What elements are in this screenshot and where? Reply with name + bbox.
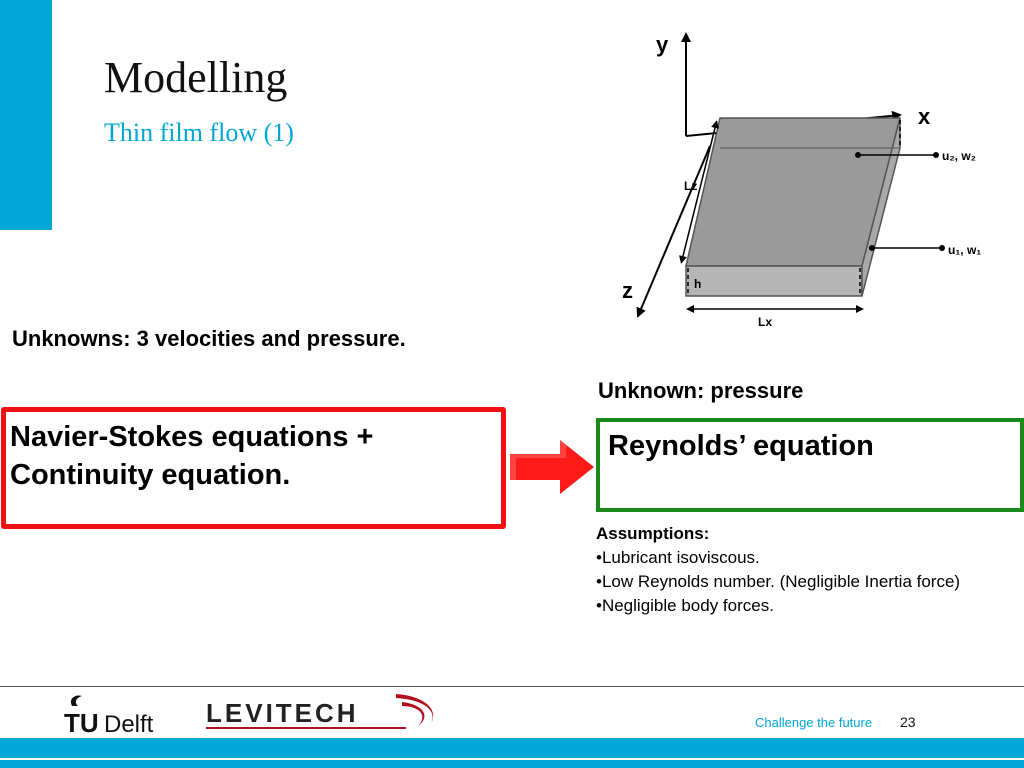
right-arrow-icon: [510, 440, 594, 494]
footer-band-bottom: [0, 760, 1024, 768]
footer-band: [0, 738, 1024, 758]
navier-stokes-text: [10, 418, 373, 494]
u2-label: u₂, w₂: [942, 149, 976, 163]
lz-label: Lz: [684, 179, 698, 193]
page-number: 23: [900, 714, 916, 730]
reynolds-equation-text: Reynolds’ equation: [608, 430, 874, 462]
u1-end-dot: [939, 245, 945, 251]
assumptions-list: [596, 522, 1006, 618]
tudelft-logo-delft: Delft: [104, 711, 154, 736]
thin-film-diagram: [610, 28, 1010, 346]
assumption-item: •Low Reynolds number. (Negligible Inertia force): [596, 572, 961, 591]
assumptions-title: Assumptions:: [596, 524, 710, 543]
assumption-item: •Negligible body forces.: [596, 596, 774, 615]
unknowns-text: Unknowns: 3 velocities and pressure.: [12, 326, 406, 351]
u2-dot: [855, 152, 861, 158]
footer-divider: [0, 686, 1024, 687]
footer-tagline: Challenge the future: [755, 715, 873, 730]
unknown-pressure-text: Unknown: pressure: [598, 378, 804, 403]
u1-label: u₁, w₁: [948, 243, 982, 257]
equations-line-2: Continuity equation.: [10, 459, 291, 491]
x-axis-label: x: [918, 104, 931, 129]
levitech-logo: [206, 690, 442, 738]
tudelft-logo: [62, 692, 172, 736]
equations-line-1: Navier-Stokes equations +: [10, 421, 374, 453]
levitech-logo-text: LEVITECH: [206, 698, 359, 728]
u2-end-dot: [933, 152, 939, 158]
slide-subtitle: Thin film flow (1): [104, 118, 294, 147]
slide-title: Modelling: [104, 53, 288, 102]
tudelft-logo-tu: TU: [64, 708, 99, 736]
h-label: h: [694, 277, 702, 291]
accent-bar: [0, 0, 52, 230]
film-front-face: [686, 266, 862, 296]
z-axis-label: z: [622, 278, 633, 303]
assumption-item: •Lubricant isoviscous.: [596, 548, 760, 567]
u1-dot: [869, 245, 875, 251]
lx-label: Lx: [758, 315, 773, 329]
y-axis-label: y: [656, 32, 669, 57]
